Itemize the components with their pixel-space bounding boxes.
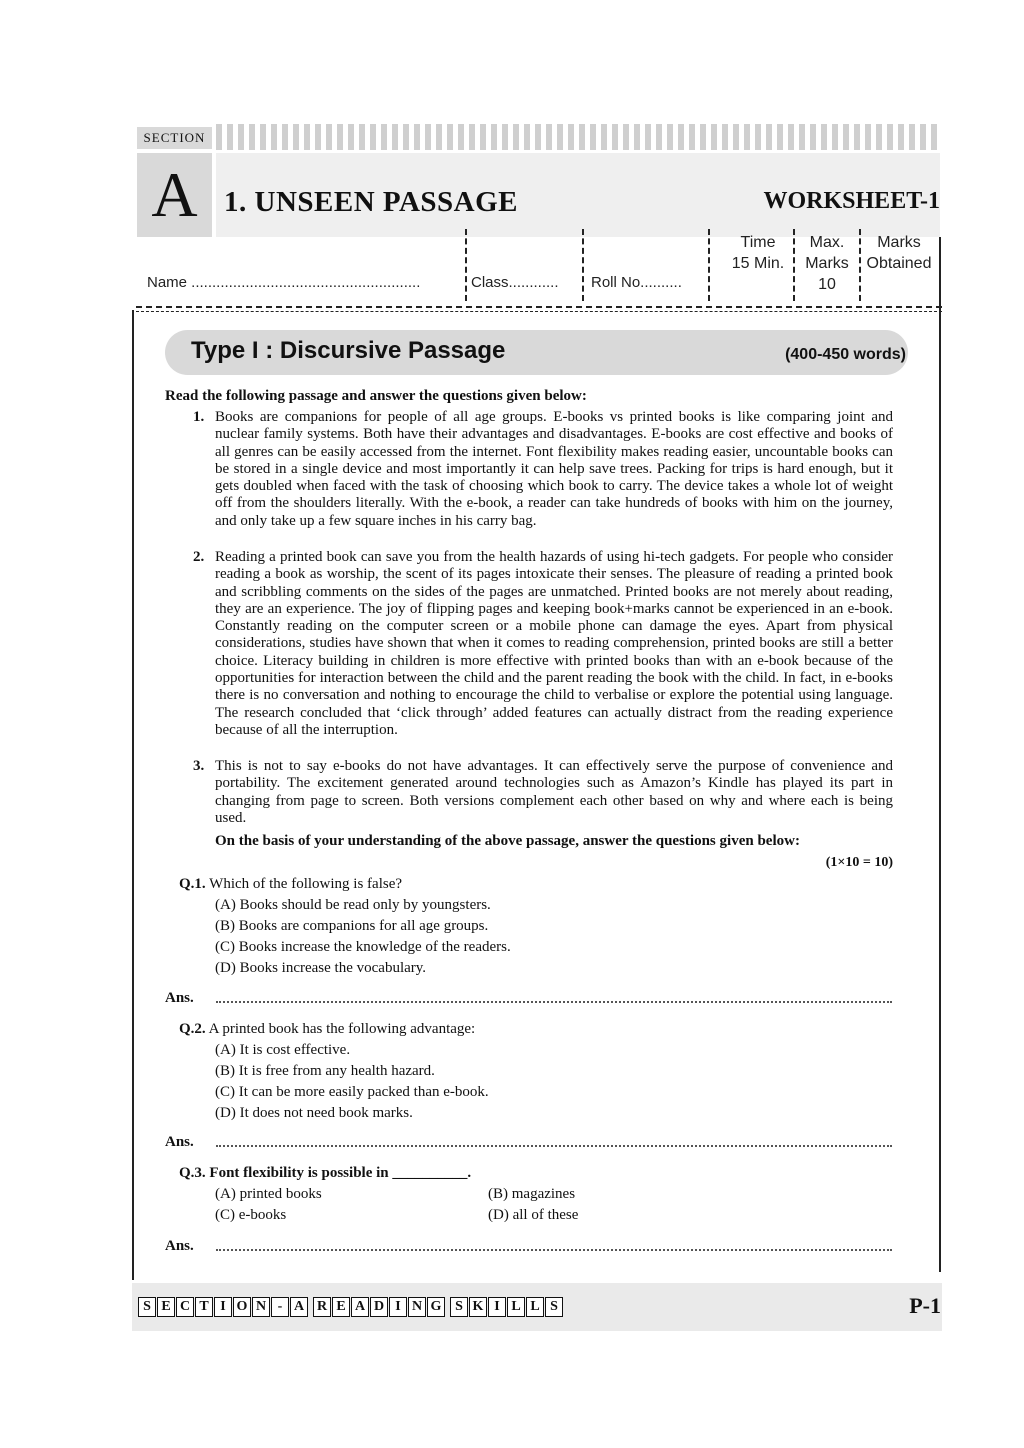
question-text: A printed book has the following advantage: bbox=[208, 1021, 476, 1037]
question-number: Q.1. bbox=[179, 876, 206, 892]
paragraph-number: 2. bbox=[193, 549, 205, 565]
worksheet-label: WORKSHEET-1 bbox=[763, 188, 940, 214]
footer-letter: I bbox=[214, 1297, 232, 1317]
option[interactable] bbox=[488, 1186, 575, 1203]
option[interactable] bbox=[215, 1084, 489, 1101]
option-text: e-books bbox=[238, 1207, 287, 1223]
max-label: Max. bbox=[809, 234, 845, 251]
footer-letter: K bbox=[469, 1297, 487, 1317]
option-key: (A) bbox=[215, 897, 236, 913]
footer-letter: N bbox=[408, 1297, 426, 1317]
option[interactable] bbox=[215, 1063, 435, 1080]
answer-line[interactable] bbox=[216, 1249, 892, 1251]
answer-label: Ans. bbox=[165, 1134, 194, 1150]
option-text: Books are companions for all age groups. bbox=[238, 918, 489, 934]
option-text: Books should be read only by youngsters. bbox=[239, 897, 491, 913]
max-label-2: Marks bbox=[805, 255, 849, 272]
footer-letter: S bbox=[138, 1297, 156, 1317]
option[interactable] bbox=[215, 1042, 350, 1059]
obtained-cell bbox=[862, 232, 936, 274]
option[interactable] bbox=[488, 1207, 578, 1224]
footer-letter: A bbox=[351, 1297, 369, 1317]
option-text: It is free from any health hazard. bbox=[238, 1063, 435, 1079]
footer-letter: O bbox=[233, 1297, 251, 1317]
question bbox=[179, 876, 402, 893]
question-number: Q.3. bbox=[179, 1165, 206, 1181]
answer-label: Ans. bbox=[165, 1238, 194, 1254]
option-key: (C) bbox=[215, 1207, 235, 1223]
footer-letter: C bbox=[176, 1297, 194, 1317]
question bbox=[179, 1165, 471, 1182]
page-title: 1. UNSEEN PASSAGE bbox=[224, 186, 518, 218]
section-letter: A bbox=[137, 153, 212, 237]
footer-letter: I bbox=[488, 1297, 506, 1317]
name-field[interactable]: Name ....................................................... bbox=[147, 274, 421, 291]
footer-letter: N bbox=[252, 1297, 270, 1317]
question-text: Font flexibility is possible in bbox=[209, 1165, 389, 1181]
time-label: Time bbox=[740, 234, 776, 251]
max-value: 10 bbox=[818, 276, 836, 293]
option-key: (B) bbox=[215, 918, 235, 934]
question-text: Which of the following is false? bbox=[209, 876, 403, 892]
paragraph-number: 1. bbox=[193, 409, 205, 425]
option-text: Books increase the knowledge of the readers. bbox=[238, 939, 511, 955]
option-text: printed books bbox=[239, 1186, 322, 1202]
right-border bbox=[939, 237, 941, 1272]
left-border bbox=[132, 310, 134, 1280]
banner-title: Type I : Discursive Passage bbox=[191, 337, 506, 364]
question-blank: __________. bbox=[392, 1165, 472, 1181]
option-key: (A) bbox=[215, 1186, 236, 1202]
option[interactable] bbox=[215, 1207, 286, 1224]
question-number: Q.2. bbox=[179, 1021, 206, 1037]
footer-letter: R bbox=[313, 1297, 331, 1317]
time-cell bbox=[722, 232, 794, 274]
option-text: magazines bbox=[511, 1186, 576, 1202]
option[interactable] bbox=[215, 1105, 413, 1122]
banner-word-count: (400-450 words) bbox=[785, 346, 906, 363]
answer-line[interactable] bbox=[216, 1145, 892, 1147]
header-rule bbox=[136, 306, 942, 308]
option-key: (D) bbox=[215, 1105, 236, 1121]
questions-instruction: On the basis of your understanding of the above passage, answer the questions given below: bbox=[215, 833, 800, 849]
footer-letter: D bbox=[370, 1297, 388, 1317]
divider bbox=[793, 229, 795, 301]
footer-letter: S bbox=[450, 1297, 468, 1317]
divider bbox=[859, 229, 861, 301]
option-text: It is cost effective. bbox=[239, 1042, 351, 1058]
header-rule-2 bbox=[136, 311, 942, 312]
question bbox=[179, 1021, 475, 1038]
option-text: all of these bbox=[512, 1207, 579, 1223]
max-marks-cell bbox=[798, 232, 856, 295]
option-key: (C) bbox=[215, 1084, 235, 1100]
footer-letter: T bbox=[195, 1297, 213, 1317]
footer-section-title bbox=[138, 1297, 564, 1317]
marks-scheme: (1×10 = 10) bbox=[825, 855, 893, 870]
footer-letter: - bbox=[271, 1297, 289, 1317]
time-value: 15 Min. bbox=[731, 255, 785, 272]
footer-letter: A bbox=[290, 1297, 308, 1317]
option-key: (B) bbox=[215, 1063, 235, 1079]
obtained-label-2: Obtained bbox=[866, 255, 932, 272]
paragraph-text: This is not to say e-books do not have advantages. It can effectively serve the purpose of convenience and portability. The excitement generated around technologies such as Amazon’s Kindle has played its part in changing from page to screen. Both versions complement each other based on why and where each is being used. bbox=[215, 758, 893, 826]
footer-letter: I bbox=[389, 1297, 407, 1317]
option[interactable] bbox=[215, 1186, 322, 1203]
option[interactable] bbox=[215, 897, 491, 914]
obtained-label: Marks bbox=[877, 234, 921, 251]
paragraph-number: 3. bbox=[193, 758, 205, 774]
option-text: It can be more easily packed than e-book. bbox=[238, 1084, 489, 1100]
footer-letter: E bbox=[332, 1297, 350, 1317]
divider bbox=[708, 229, 710, 301]
option[interactable] bbox=[215, 960, 426, 977]
footer-letter: S bbox=[545, 1297, 563, 1317]
footer-letter: L bbox=[526, 1297, 544, 1317]
answer-line[interactable] bbox=[216, 1001, 892, 1003]
option-key: (D) bbox=[215, 960, 236, 976]
option-key: (C) bbox=[215, 939, 235, 955]
option-key: (A) bbox=[215, 1042, 236, 1058]
option-key: (D) bbox=[488, 1207, 509, 1223]
class-field[interactable]: Class............ bbox=[471, 274, 559, 291]
paragraph-text: Books are companions for people of all age groups. E-books vs printed books is like comparing joint and nuclear family systems. Both have their advantages and disadvantages. E-books are cost effective and books of all genres can be easily accessed from the internet. Font flexibility makes reading easier, uncountable books can be stored in a single device and most importantly it can help save trees. Packing for trips is hard enough, but it gets doubled when faced with the task of choosing which book to carry. The device takes a whole lot of weight off from the shoulders literally. With the e-book, a reader can take hundreds of books with him on the journey, and only take up a few square inches in his carry bag. bbox=[215, 409, 893, 529]
answer-label: Ans. bbox=[165, 990, 194, 1006]
option[interactable] bbox=[215, 918, 488, 935]
paragraph bbox=[193, 549, 893, 739]
section-label: SECTION bbox=[137, 127, 212, 149]
header-stripes bbox=[216, 124, 940, 150]
instruction: Read the following passage and answer the questions given below: bbox=[165, 388, 587, 404]
footer-letter: L bbox=[507, 1297, 525, 1317]
paragraph bbox=[193, 758, 893, 827]
option-key: (B) bbox=[488, 1186, 508, 1202]
footer-letter: E bbox=[157, 1297, 175, 1317]
footer-letter: G bbox=[427, 1297, 445, 1317]
divider bbox=[465, 229, 467, 301]
paragraph bbox=[193, 409, 893, 530]
option-text: It does not need book marks. bbox=[239, 1105, 413, 1121]
paragraph-text: Reading a printed book can save you from the health hazards of using hi-tech gadgets. For people who consider reading a book as worship, the scent of its pages intoxicate their senses. The pleasure of reading a printed book and scribbling comments on the sides of the pages are unmatched. Printed books are not merely about reading, they are an experience. The joy of flipping pages and keeping book+marks cannot be experienced in an e-book. Constantly reading on the computer screen or a mobile phone can damage the eyes. Apart from physical considerations, studies have shown that when it comes to reading comprehension, printed books are still a better choice. Literacy building in children is more effective with printed books than with an e-book because of the opportunities for interaction between the child and the parent reading the book with the child. In fact, in e-books there is no conversation and nothing to encourage the child to verbalise or explore the potential using language. The research concluded that ‘click through’ added features can actually distract from the reading experience because of all the interruption. bbox=[215, 549, 893, 738]
option-text: Books increase the vocabulary. bbox=[239, 960, 427, 976]
page-number: P-1 bbox=[909, 1293, 941, 1318]
roll-field[interactable]: Roll No.......... bbox=[591, 274, 682, 291]
divider bbox=[582, 229, 584, 301]
option[interactable] bbox=[215, 939, 511, 956]
